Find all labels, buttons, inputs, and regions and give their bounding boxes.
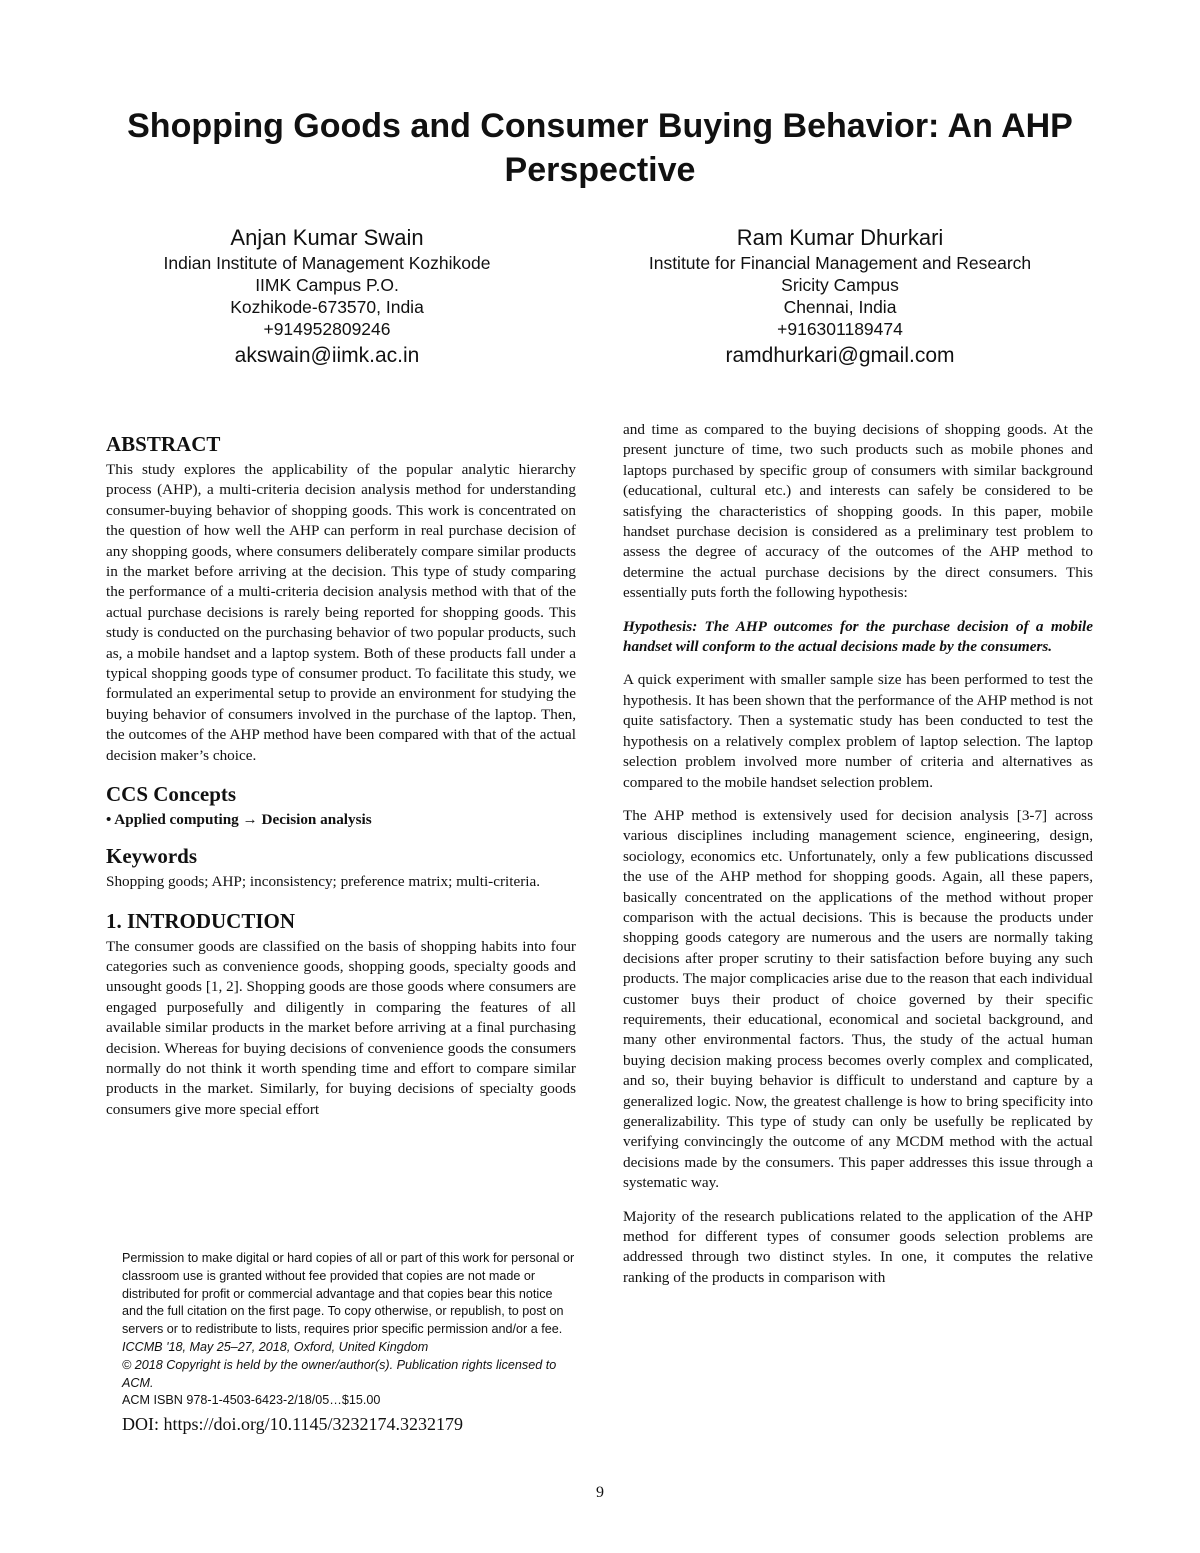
body-paragraph: Majority of the research publications related to the application of the AHP method for different types of consumer goods selection problems are addressed through two distinct styles. In one, it computes the relative ranking of the products in comparison with xyxy=(623,1207,1093,1286)
author-block-2 xyxy=(600,224,1080,370)
doi-link[interactable]: DOI: https://doi.org/10.1145/3232174.3232179 xyxy=(122,1414,464,1435)
author-name: Ram Kumar Dhurkari xyxy=(736,225,944,250)
paper-title: Shopping Goods and Consumer Buying Behavior: An AHP Perspective xyxy=(127,107,1073,189)
author-email: akswain@iimk.ac.in xyxy=(234,344,420,367)
author-block-1 xyxy=(87,224,567,370)
author-affiliation-line: Indian Institute of Management Kozhikode xyxy=(163,253,491,273)
author-affiliation-line: IIMK Campus P.O. xyxy=(255,275,399,295)
body-paragraph: The AHP method is extensively used for decision analysis [3-7] across various disciplines including management science, engineering, design, sociology, economics etc. Unfortunately, only a few publications discussed the use of the AHP method for shopping goods. Again, all these papers, basically concentrated on the applications of the method without proper comparison with the actual decisions. This is because the products under shopping goods category are numerous and the users are normally taking decisions after proper scrutiny to their satisfaction before buying any such products. The major complicacies arise due to the reason that each individual customer buys their product of choice governed by their specific requirements, their educational, economical and societal background, and many other environmental factors. Thus, the study of the actual human buying decision making process becomes overly complex and complicated, and so, their buying behavior is difficult to understand and capture by a generalized logic. Now, the greatest challenge is how to bring specificity into generalizability. This type of study can only be usefully be replicated by verifying convincingly the outcome of any MCDM method with the actual decisions made by the consumers. This paper addresses this issue through a systematic way. xyxy=(623,806,1093,1192)
author-phone: +916301189474 xyxy=(777,319,903,339)
author-name: Anjan Kumar Swain xyxy=(230,225,424,250)
page-number: 9 xyxy=(596,1484,604,1501)
author-email: ramdhurkari@gmail.com xyxy=(725,344,955,367)
conference-info: ICCMB '18, May 25–27, 2018, Oxford, United Kingdom xyxy=(122,1339,429,1354)
permission-text: Permission to make digital or hard copies of all or part of this work for personal or classroom use is granted without fee provided that copies are not made or distributed for profit or commercial advantage and that copies bear this notice and the full citation on the first page. To copy otherwise, or republish, to post on servers or to redistribute to lists, requires prior specific permission and/or a fee. xyxy=(122,1251,575,1337)
keywords-heading: Keywords xyxy=(106,844,197,869)
author-affiliation-line: Institute for Financial Management and Research xyxy=(648,253,1032,273)
introduction-heading: 1. INTRODUCTION xyxy=(106,908,296,933)
left-column xyxy=(106,424,576,1132)
abstract-text: This study explores the applicability of the popular analytic hierarchy process (AHP), a multi-criteria decision analysis method for understanding consumer-buying behavior of shopping goods. This work is concentrated on the question of how well the AHP can perform in real purchase decision of any shopping goods, where consumers deliberately compare similar products in the market before arriving at the decision. This type of study comparing the performance of a multi-criteria decision analysis method with that of the actual purchase decisions is rarely being reported for shopping goods. This study is conducted on the purchasing behavior of two popular products, such as, a mobile handset and a laptop system. Both of these products fall under a typical shopping goods type of consumer product. To facilitate this study, we formulated an experimental setup to provide an environment for studying the buying behavior of consumers involved in the purchase of the laptop. Then, the outcomes of the AHP method have been compared with that of the actual decision maker’s choice. xyxy=(106,461,576,764)
body-paragraph: A quick experiment with smaller sample size has been performed to test the hypothesis. It has been shown that the performance of the AHP method is not quite satisfactory. Then a systematic study has been conducted to test the hypothesis on a relatively complex problem of laptop selection. The laptop selection problem involved more number of criteria and alternatives as compared to the mobile handset selection problem. xyxy=(623,671,1093,791)
keywords-text: Shopping goods; AHP; inconsistency; preference matrix; multi-criteria. xyxy=(106,873,541,891)
author-affiliation-line: Kozhikode-673570, India xyxy=(230,297,424,317)
copyright-notice: © 2018 Copyright is held by the owner/author(s). Publication rights licensed to ACM. xyxy=(122,1357,557,1390)
body-paragraph: and time as compared to the buying decisions of shopping goods. At the present juncture of time, two such products such as mobile phones and laptops purchased by specific group of consumers with similar background (educational, cultural etc.) and interests can safely be considered to be satisfying the characteristics of shopping goods. In this paper, mobile handset purchase decision is considered as a preliminary test problem to assess the degree of accuracy of the outcomes of the AHP method to determine the actual purchase decisions by the direct consumers. This essentially puts forth the following hypothesis: xyxy=(623,421,1093,602)
ccs-heading: CCS Concepts xyxy=(106,782,237,807)
author-affiliation-line: Sricity Campus xyxy=(781,275,899,295)
abstract-heading: ABSTRACT xyxy=(106,432,221,456)
ccs-concept: • Applied computing → Decision analysis xyxy=(106,811,372,829)
introduction-paragraph: The consumer goods are classified on the basis of shopping habits into four categories such as convenience goods, shopping goods, specialty goods and unsought goods [1, 2]. Shopping goods are those goods where consumers are engaged purposefully and diligently in comparing the features of all available similar products in the market before arriving at a final purchasing decision. Whereas for buying decisions of convenience goods the consumers normally do not think it worth spending time and effort to compare similar products in the market. Similarly, for buying decisions of specialty goods consumers give more special effort xyxy=(106,937,576,1118)
right-column xyxy=(623,420,1093,1301)
author-phone: +914952809246 xyxy=(263,319,391,339)
hypothesis-statement: Hypothesis: The AHP outcomes for the purchase decision of a mobile handset will conform to the actual decisions made by the consumers. xyxy=(623,617,1093,656)
isbn-line: ACM ISBN 978-1-4503-6423-2/18/05…$15.00 xyxy=(122,1393,381,1408)
permission-footnote xyxy=(122,1250,577,1436)
author-affiliation-line: Chennai, India xyxy=(783,297,897,317)
